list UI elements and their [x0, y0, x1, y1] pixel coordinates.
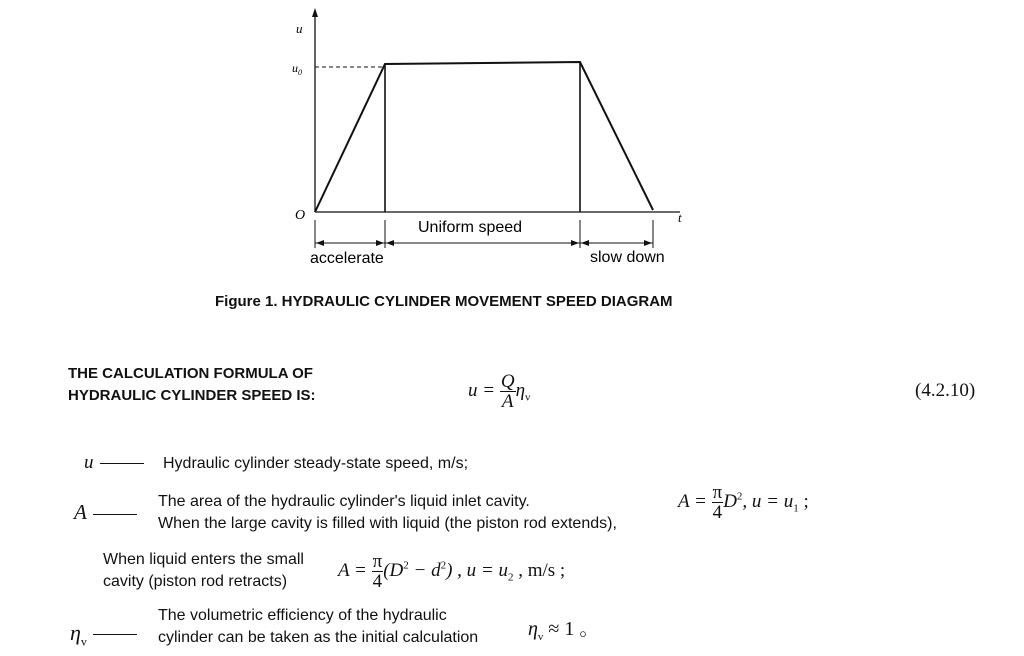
dim-arrow	[316, 240, 324, 246]
def-A-text-line2: When the large cavity is filled with liquid (the piston rod extends),	[158, 515, 617, 532]
def-u-text: Hydraulic cylinder steady-state speed, m/s;	[163, 455, 469, 472]
formula-lhs: u =	[468, 379, 496, 401]
equation-number: (4.2.10)	[915, 380, 976, 401]
x-axis-label: t	[678, 210, 682, 225]
origin-label: O	[295, 208, 306, 223]
formula-intro	[68, 363, 316, 407]
def-A-text	[158, 491, 617, 535]
uniform-speed-label: Uniform speed	[418, 219, 523, 236]
small-cavity-line1: When liquid enters the small	[103, 551, 304, 568]
speed-diagram	[0, 0, 1024, 290]
y-axis-arrow	[312, 8, 318, 17]
formula-intro-line2: HYDRAULIC CYLINDER SPEED IS:	[68, 387, 316, 404]
def-eta-text-line1: The volumetric efficiency of the hydraulic	[158, 607, 447, 624]
formula-fraction	[500, 372, 516, 411]
y-axis-label: u	[296, 21, 303, 36]
def-small-cavity-text	[103, 549, 304, 593]
def-A-text-line1: The area of the hydraulic cylinder's liquid inlet cavity.	[158, 493, 530, 510]
dim-arrow	[581, 240, 589, 246]
def-A-symbol: A	[74, 500, 137, 525]
small-cavity-line2: cavity (piston rod retracts)	[103, 573, 288, 590]
dim-arrow	[386, 240, 394, 246]
figure-caption: Figure 1. HYDRAULIC CYLINDER MOVEMENT SPEED DIAGRAM	[215, 293, 673, 310]
A-small-cavity-eq: A = $\frac{\pi}{4}$ $(D^2 - d^2)$ , $u = u_2$ , m/s ;	[338, 551, 566, 592]
speed-formula	[468, 372, 531, 411]
formula-denominator: A	[501, 391, 514, 412]
def-eta-text-line2: cylinder can be taken as the initial calculation	[158, 629, 479, 646]
A-large-cavity-eq: A = $\frac{\pi}{4}$ $D^2$, $u = u_1$ ;	[678, 482, 809, 523]
def-eta-symbol: $\eta_v$	[70, 620, 137, 649]
speed-profile	[315, 62, 653, 212]
dim-arrow	[644, 240, 652, 246]
eta-approx-eq: $\eta_v \approx 1$ 。	[528, 618, 600, 643]
dim-arrow	[571, 240, 579, 246]
def-eta-text	[158, 605, 478, 649]
accelerate-label: accelerate	[310, 250, 384, 267]
def-u-symbol: u	[84, 452, 144, 474]
formula-numerator: Q	[500, 371, 515, 392]
u0-label: $u_0$	[292, 61, 302, 77]
formula-intro-line1: THE CALCULATION FORMULA OF	[68, 365, 313, 382]
formula-eta: η	[515, 379, 525, 401]
dim-arrow	[376, 240, 384, 246]
slow-down-label: slow down	[590, 249, 665, 266]
formula-eta-sub: v	[525, 391, 531, 404]
